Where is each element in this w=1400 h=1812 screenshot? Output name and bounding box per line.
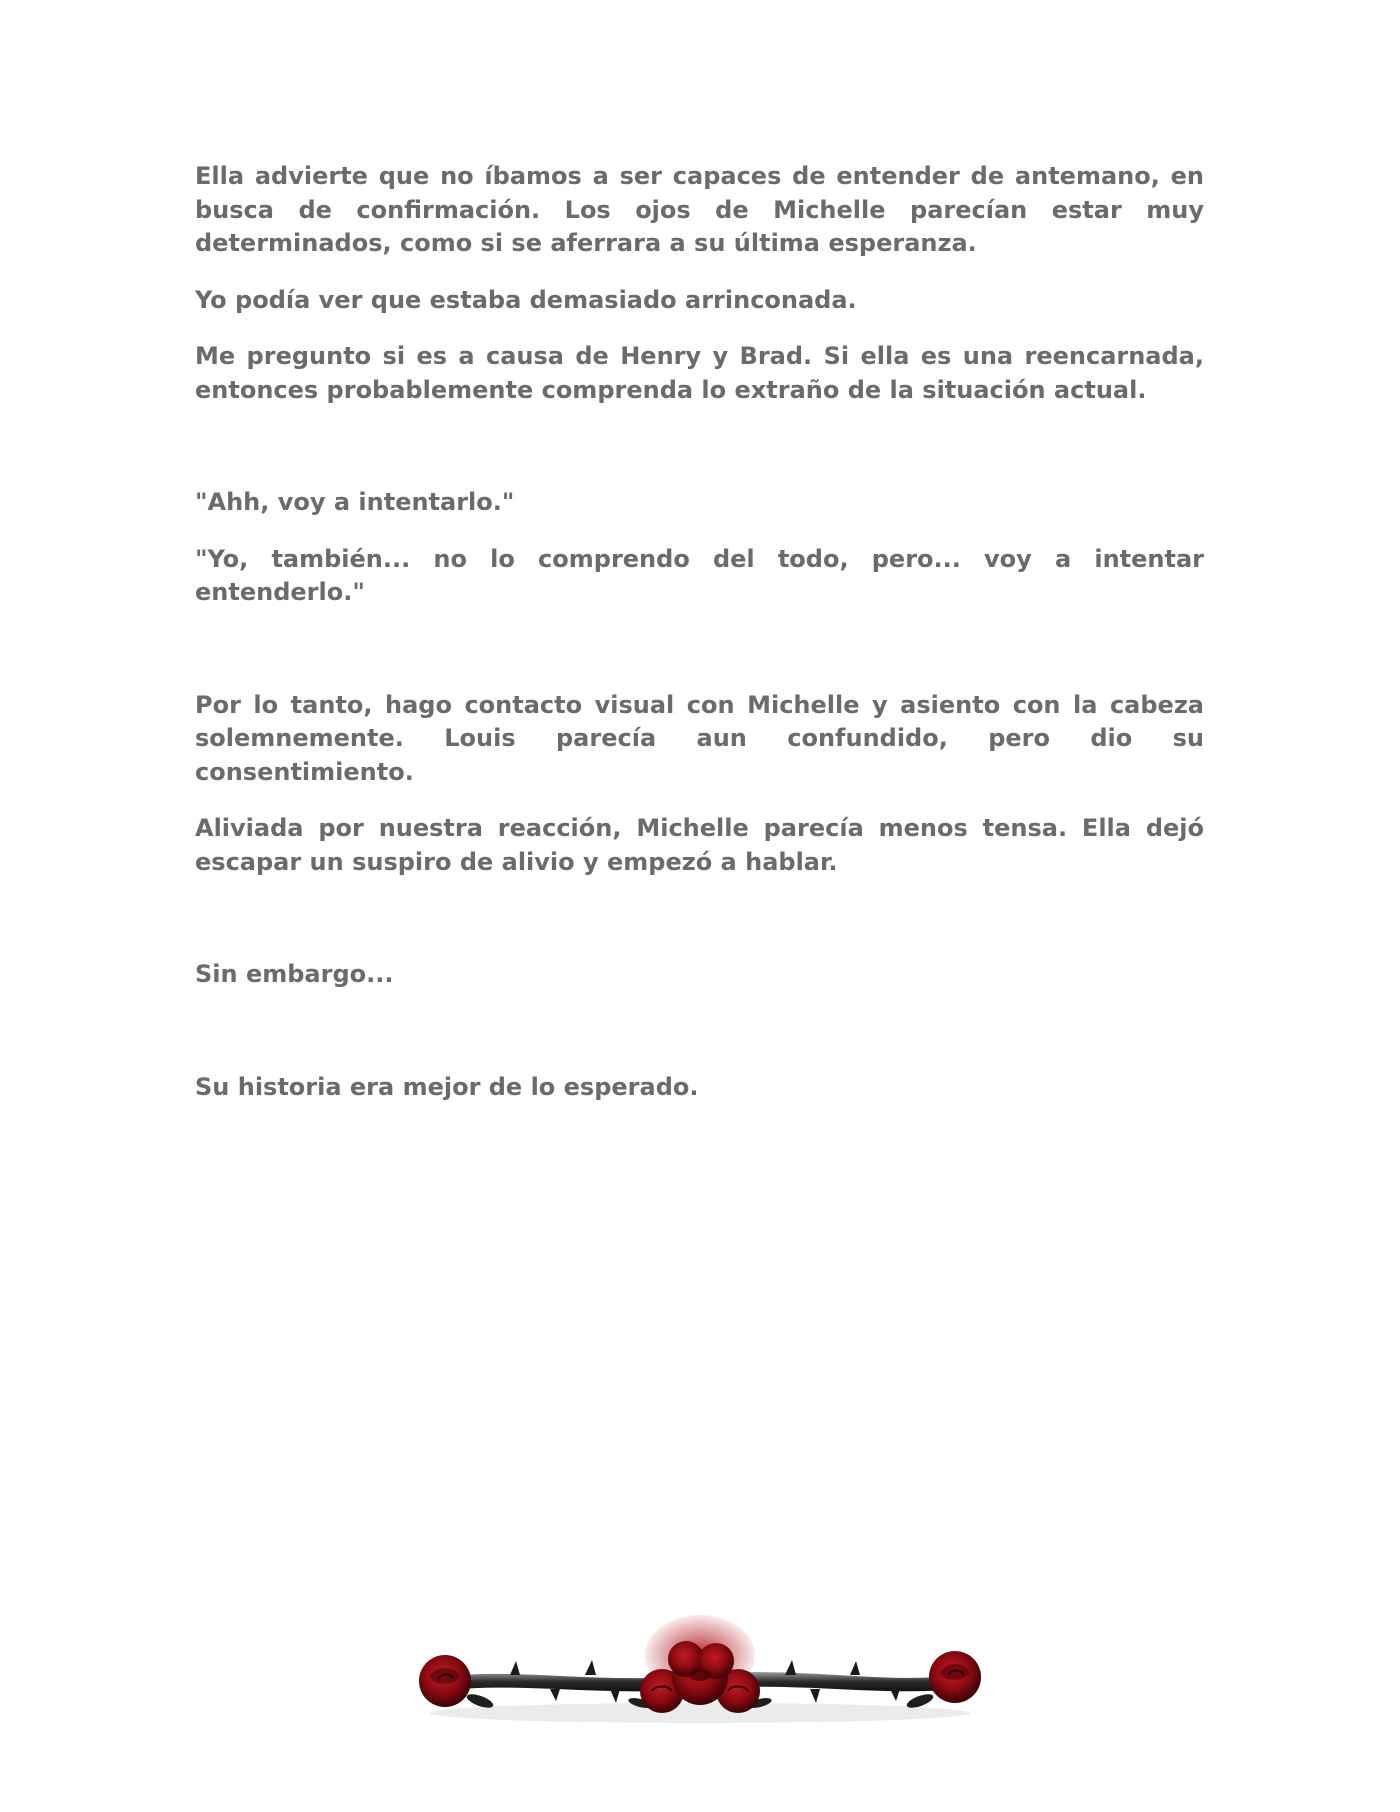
paragraph: Yo podía ver que estaba demasiado arrinconada.	[195, 285, 857, 314]
paragraph: Sin embargo...	[195, 960, 394, 988]
dialogue-line: "Yo, también... no lo comprendo del todo, pero... voy a intentar entenderlo."	[195, 544, 1204, 606]
rose-vine-divider-icon	[400, 1605, 1000, 1735]
paragraph: Ella advierte que no íbamos a ser capaces de entender de antemano, en busca de confirmación. Los ojos de Michelle parecían estar muy determinados, como si se aferrara a su última esperanza.	[195, 162, 1204, 257]
dialogue-line: "Ahh, voy a intentarlo."	[195, 488, 515, 516]
paragraph: Su historia era mejor de lo esperado.	[195, 1072, 699, 1101]
paragraph: Me pregunto si es a causa de Henry y Brad. Si ella es una reencarnada, entonces probablemente comprenda lo extraño de la situación actual.	[195, 342, 1204, 404]
paragraph: Por lo tanto, hago contacto visual con Michelle y asiento con la cabeza solemnemente. Louis parecía aun confundido, pero dio su consentimiento.	[195, 690, 1204, 786]
body-text	[195, 160, 1204, 1127]
paragraph: Aliviada por nuestra reacción, Michelle parecía menos tensa. Ella dejó escapar un suspiro de alivio y empezó a hablar.	[195, 814, 1204, 876]
